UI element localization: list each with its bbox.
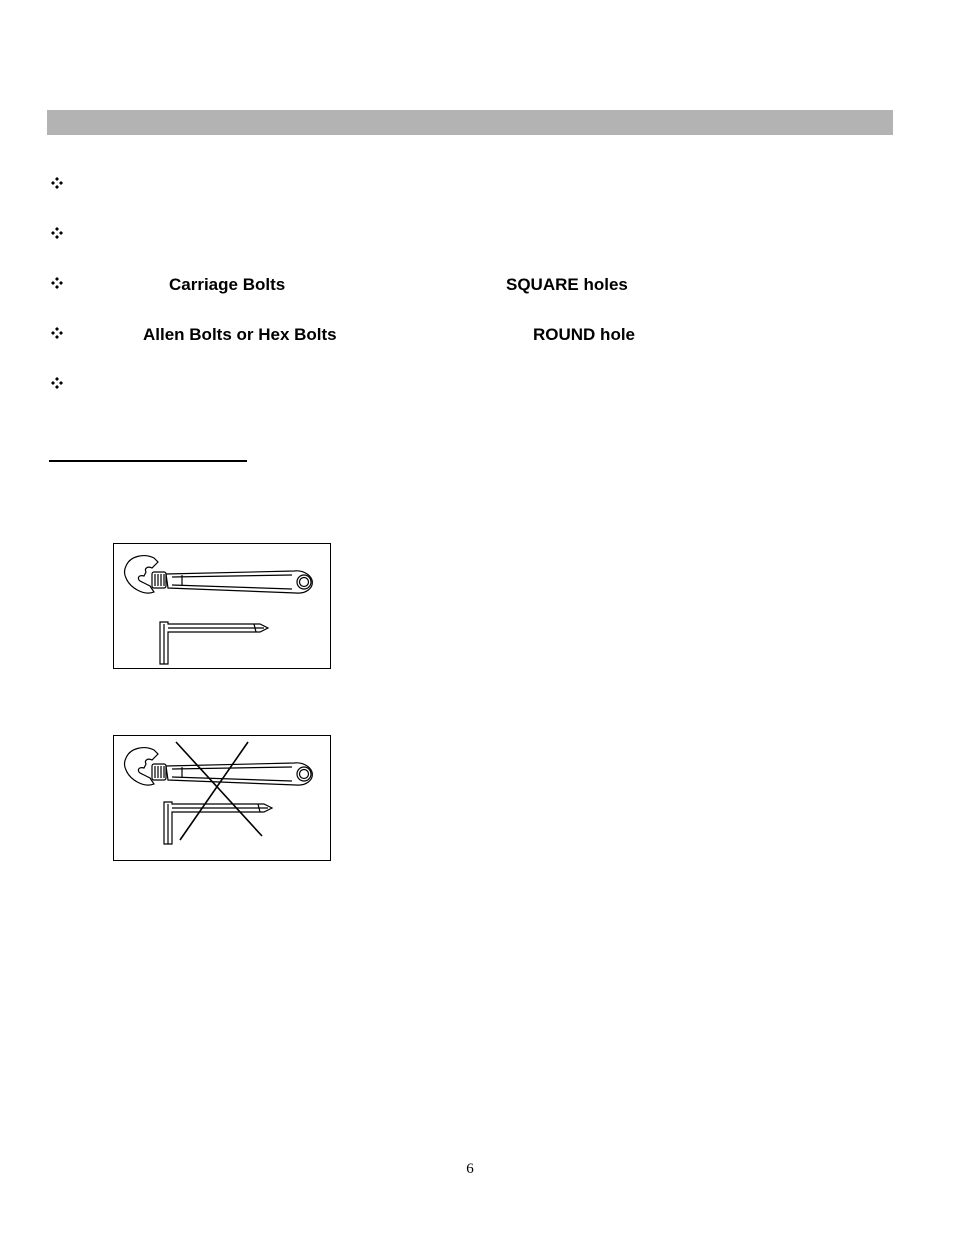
bullet-item-5 [50,376,850,398]
tools-figure-correct [113,543,331,669]
section-heading-underline [49,460,247,462]
four-diamond-bullet-icon [50,176,66,192]
tools-figure-incorrect [113,735,331,861]
allen-key-icon [164,802,272,844]
square-holes-text: SQUARE holes [506,275,628,294]
four-diamond-bullet-icon [50,226,66,242]
four-diamond-bullet-icon [50,326,66,342]
four-diamond-bullet-icon [50,376,66,392]
section-header-bar [47,110,893,135]
adjustable-wrench-icon [125,556,313,593]
adjustable-wrench-icon [125,748,313,785]
allen-key-icon [160,622,268,664]
bullet-item-2 [50,226,850,248]
bullet-item-3 [50,274,850,296]
bullet-item-1 [50,176,850,198]
bullet-item-4 [50,324,850,346]
carriage-bolts-text: Carriage Bolts [169,275,286,294]
allen-hex-bolts-text: Allen Bolts or Hex Bolts [143,325,337,344]
four-diamond-bullet-icon [50,276,66,292]
cross-out-mark [176,742,262,840]
page-number: 6 [466,1161,474,1177]
round-hole-text: ROUND hole [533,325,635,344]
